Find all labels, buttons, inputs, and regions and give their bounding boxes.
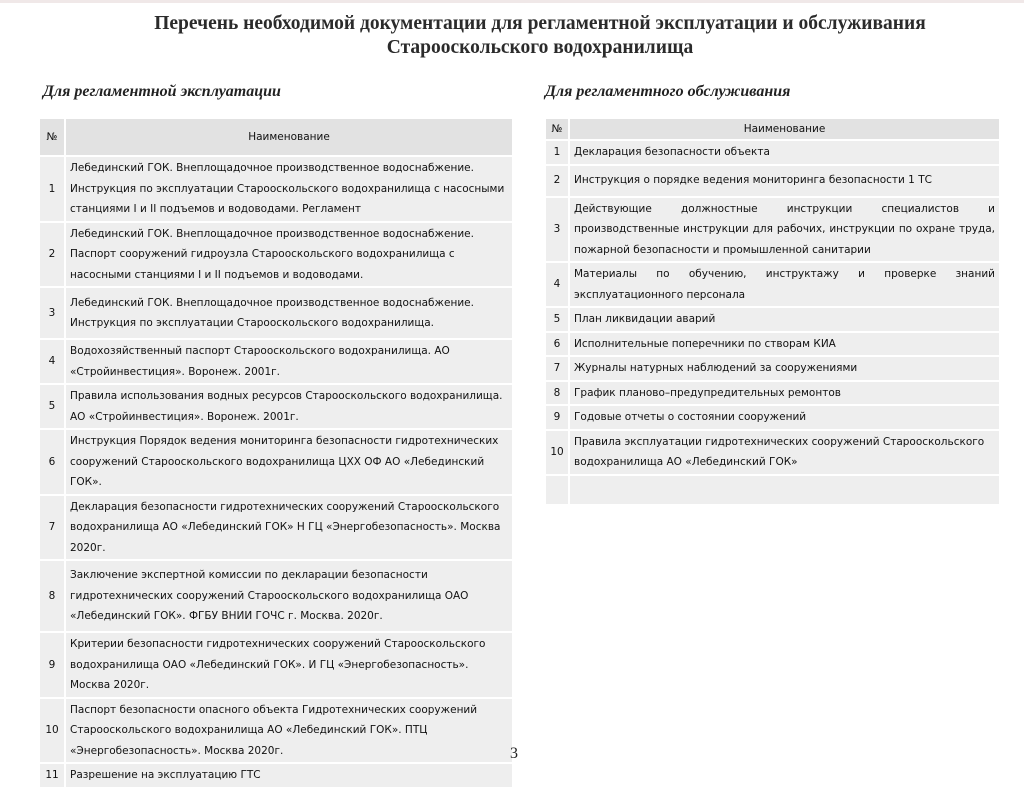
row-number: 9 bbox=[546, 406, 568, 429]
page-title: Перечень необходимой документации для регламентной эксплуатации и обслуживания Старооскольского водохранилища bbox=[154, 13, 926, 58]
row-number: 8 bbox=[546, 382, 568, 405]
row-text: Критерии безопасности гидротехнических сооружений Старооскольского водохранилища ОАО «Лебединский ГОК». И ГЦ «Энергобезопасность». Москва 2020г. bbox=[66, 633, 512, 697]
row-text: Журналы натурных наблюдений за сооружениями bbox=[570, 357, 999, 380]
column-header-name: Наименование bbox=[570, 119, 999, 139]
table-row bbox=[40, 430, 512, 494]
row-number: 3 bbox=[546, 198, 568, 262]
row-text: План ликвидации аварий bbox=[570, 308, 999, 331]
row-text: Декларация безопасности гидротехнических сооружений Старооскольского водохранилища АО «Лебединский ГОК» Н ГЦ «Энергобезопасность». Москва 2020г. bbox=[66, 496, 512, 560]
table-row bbox=[546, 263, 999, 306]
row-text: Материалы по обучению, инструктажу и проверке знаний эксплуатационного персонала bbox=[570, 263, 999, 306]
row-number: 3 bbox=[40, 288, 64, 338]
row-number: 2 bbox=[546, 166, 568, 196]
column-header-number: № bbox=[40, 119, 64, 155]
row-number: 7 bbox=[40, 496, 64, 560]
maintenance-documents-table bbox=[544, 117, 1001, 506]
table-row bbox=[40, 561, 512, 631]
row-number: 4 bbox=[40, 340, 64, 383]
row-text: Лебединский ГОК. Внеплощадочное производственное водоснабжение. Инструкция по эксплуатации Старооскольского водохранилища с насосными станциями I и II подъемов и водоводами. Регламент bbox=[66, 157, 512, 221]
row-number: 6 bbox=[546, 333, 568, 356]
row-text: Инструкция Порядок ведения мониторинга безопасности гидротехнических сооружений Старооскольского водохранилища ЦХХ ОФ АО «Лебединский ГОК». bbox=[66, 430, 512, 494]
row-text: Годовые отчеты о состоянии сооружений bbox=[570, 406, 999, 429]
row-number: 10 bbox=[546, 431, 568, 474]
page-number: 3 bbox=[510, 745, 518, 762]
row-number: 5 bbox=[40, 385, 64, 428]
table-row bbox=[40, 699, 512, 763]
row-number: 11 bbox=[40, 764, 64, 787]
row-text: Правила использования водных ресурсов Старооскольского водохранилища. АО «Стройинвестиция». Воронеж. 2001г. bbox=[66, 385, 512, 428]
row-text: График планово–предупредительных ремонтов bbox=[570, 382, 999, 405]
row-text: Инструкция о порядке ведения мониторинга безопасности 1 ТС bbox=[570, 166, 999, 196]
row-number: 10 bbox=[40, 699, 64, 763]
table-row bbox=[40, 340, 512, 383]
table-row bbox=[546, 382, 999, 405]
table-row bbox=[546, 431, 999, 474]
row-text: Правила эксплуатации гидротехнических сооружений Старооскольского водохранилища АО «Лебединский ГОК» bbox=[570, 431, 999, 474]
table-row bbox=[40, 223, 512, 287]
column-header-name: Наименование bbox=[66, 119, 512, 155]
row-number: 4 bbox=[546, 263, 568, 306]
table-row bbox=[40, 633, 512, 697]
table-row bbox=[40, 764, 512, 787]
row-number: 2 bbox=[40, 223, 64, 287]
table-row bbox=[546, 141, 999, 164]
row-text: Исполнительные поперечники по створам КИА bbox=[570, 333, 999, 356]
exploitation-documents-table bbox=[38, 117, 514, 789]
row-number: 7 bbox=[546, 357, 568, 380]
row-number: 8 bbox=[40, 561, 64, 631]
left-section-heading: Для регламентной эксплуатации bbox=[43, 83, 281, 100]
top-border bbox=[0, 0, 1024, 3]
table-header-row bbox=[40, 119, 512, 155]
table-row bbox=[546, 357, 999, 380]
table-row bbox=[546, 166, 999, 196]
row-text: Действующие должностные инструкции специалистов и производственные инструкции для рабочих, инструкции по охране труда, пожарной безопасности и промышленной санитарии bbox=[570, 198, 999, 262]
table-row bbox=[546, 308, 999, 331]
table-header-row bbox=[546, 119, 999, 139]
row-number: 1 bbox=[546, 141, 568, 164]
table-row bbox=[40, 385, 512, 428]
row-number: 1 bbox=[40, 157, 64, 221]
table-row bbox=[40, 288, 512, 338]
table-row bbox=[40, 496, 512, 560]
row-text: Лебединский ГОК. Внеплощадочное производственное водоснабжение. Инструкция по эксплуатации Старооскольского водохранилища. bbox=[66, 288, 512, 338]
row-number: 9 bbox=[40, 633, 64, 697]
spacer-cell bbox=[546, 476, 568, 504]
right-section-heading: Для регламентного обслуживания bbox=[545, 83, 791, 100]
table-row bbox=[546, 198, 999, 262]
row-text: Лебединский ГОК. Внеплощадочное производственное водоснабжение. Паспорт сооружений гидроузла Старооскольского водохранилища с насосными станциями I и II подъемов и водоводами. bbox=[66, 223, 512, 287]
spacer-cell bbox=[570, 476, 999, 504]
table-row bbox=[546, 406, 999, 429]
row-number: 5 bbox=[546, 308, 568, 331]
table-spacer-row bbox=[546, 476, 999, 504]
row-text: Паспорт безопасности опасного объекта Гидротехнических сооружений Старооскольского водохранилища АО «Лебединский ГОК». ПТЦ «Энергобезопасность». Москва 2020г. bbox=[66, 699, 512, 763]
row-text: Разрешение на эксплуатацию ГТС bbox=[66, 764, 512, 787]
row-text: Декларация безопасности объекта bbox=[570, 141, 999, 164]
table-row bbox=[40, 157, 512, 221]
table-row bbox=[546, 333, 999, 356]
row-text: Водохозяйственный паспорт Старооскольского водохранилища. АО «Стройинвестиция». Воронеж. 2001г. bbox=[66, 340, 512, 383]
column-header-number: № bbox=[546, 119, 568, 139]
row-text: Заключение экспертной комиссии по декларации безопасности гидротехнических сооружений Старооскольского водохранилища ОАО «Лебединский ГОК». ФГБУ ВНИИ ГОЧС г. Москва. 2020г. bbox=[66, 561, 512, 631]
row-number: 6 bbox=[40, 430, 64, 494]
